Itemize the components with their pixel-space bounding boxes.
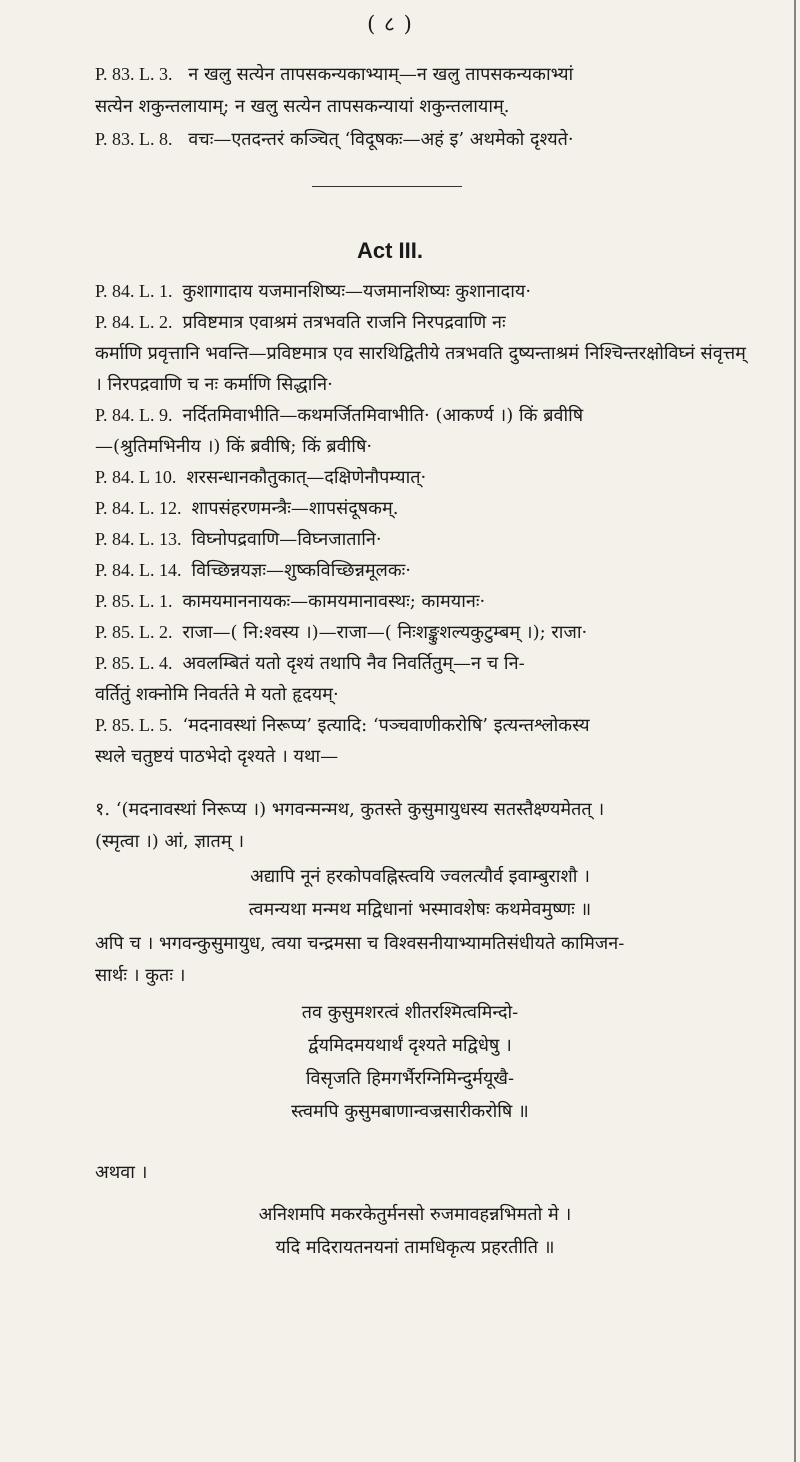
notes-act (95, 276, 755, 772)
verse-line: यदि मदिरायतनयनां तामधिकृत्य प्रहरतीति ॥ (275, 1237, 555, 1258)
athava-label: अथवा । (95, 1162, 148, 1183)
note-ref: P. 84. L 10. (95, 467, 177, 487)
note-entry (95, 58, 755, 123)
verse-line: तव कुसुमशरत्वं शीतरश्मित्वमिन्दो- (301, 1002, 519, 1023)
note-ref: P. 85. L. 1. (95, 591, 173, 611)
note-entry (95, 462, 755, 493)
note-ref: P. 84. L. 2. (95, 312, 173, 332)
note-continuation: वर्तितुं शक्नोमि निवर्तते मे यतो हृदयम्· (95, 684, 339, 705)
note-entry (95, 555, 755, 586)
note-continuation: स्थले चतुष्टयं पाठभेदो दृश्यते । यथा— (95, 746, 339, 767)
note-ref: P. 85. L. 4. (95, 653, 173, 673)
verse-line: स्त्वमपि कुसुमबाणान्वज्रसारीकरोषि ॥ (291, 1101, 529, 1122)
note-ref: P. 83. L. 3. (95, 64, 173, 84)
note-text: अवलम्बितं यतो दृश्यं तथापि नैव निवर्तितुम्—न च नि- (182, 653, 525, 674)
act-heading: Act III. (356, 238, 423, 263)
note-entry (95, 617, 755, 648)
note-text: राजा—( नि:श्वस्य ।)—राजा—( निःशङ्कुशल्यकुटुम्बम् ।); राजा· (182, 622, 588, 643)
notes-top (95, 58, 755, 156)
note-ref: P. 85. L. 2. (95, 622, 173, 642)
note-ref: P. 84. L. 1. (95, 281, 173, 301)
note-ref: P. 84. L. 13. (95, 529, 182, 549)
note-text: कामयमाननायकः—कामयमानावस्थः; कामयानः· (182, 591, 486, 612)
note-entry (95, 710, 755, 772)
prose-paragraph (95, 928, 755, 992)
verse-line: र्द्वयमिदमयथार्थं दृश्यते मद्विधेषु । (308, 1035, 512, 1056)
prose-line: सार्थः । कुतः । (95, 965, 186, 986)
note-text: शरसन्धानकौतुकात्—दक्षिणेनौपम्यात्· (186, 467, 427, 488)
note-entry (95, 276, 755, 307)
page-edge-line (794, 0, 796, 1462)
note-ref: P. 84. L. 12. (95, 498, 182, 518)
note-entry (95, 524, 755, 555)
prose-line: १. ‘(मदनावस्थां निरूप्य ।) भगवन्मन्मथ, कुतस्ते कुसुमायुधस्य सतस्तैक्ष्ण्यमेतत् । (95, 799, 605, 820)
note-text: शापसंहरणमन्त्रैः—शापसंदूषकम्. (191, 498, 399, 519)
note-continuation: कर्माणि प्रवृत्तानि भवन्ति—प्रविष्टमात्र एव सारथिद्वितीये तत्रभवति दुष्यन्ताश्रमं निश्चिन्तरक्षोविघ्नं संवृत्तम् । निरपद्रवाणि च नः कर्माणि सिद्धानि· (95, 343, 746, 395)
note-text: विघ्नोपद्रवाणि—विघ्नजातानि· (191, 529, 382, 550)
prose-line: अपि च । भगवन्कुसुमायुध, त्वया चन्द्रमसा च विश्वसनीयाभ्यामतिसंधीयते कामिजन- (95, 933, 625, 954)
note-continuation: सत्येन शकुन्तलायाम्; न खलु सत्येन तापसकन्यायां शकुन्तलायाम्. (95, 96, 510, 117)
note-text: न खलु सत्येन तापसकन्यकाभ्याम्—न खलु तापसकन्यकाभ्यां (188, 64, 574, 85)
verse-three (0, 1198, 780, 1264)
verse-line: अनिशमपि मकरकेतुर्मनसो रुजमावहन्नभिमतो मे । (258, 1204, 572, 1225)
note-continuation: —(श्रुतिमभिनीय ।) किं ब्रवीषि; किं ब्रवीषि· (95, 436, 373, 457)
verse-line: त्वमन्यथा मन्मथ मद्विधानां भस्मावशेषः कथमेवमुष्णः ॥ (248, 899, 592, 920)
section-divider (312, 186, 462, 187)
note-text: ‘मदनावस्थां निरूप्य’ इत्यादि: ‘पञ्चवाणीकरोषि’ इत्यन्तश्लोकस्य (182, 715, 590, 736)
verse-two (0, 996, 780, 1128)
note-ref: P. 83. L. 8. (95, 129, 173, 149)
note-entry (95, 648, 755, 710)
note-text: विच्छिन्नयज्ञः—शुष्कविच्छिन्नमूलकः· (191, 560, 412, 581)
note-entry (95, 307, 755, 400)
verse-one (0, 860, 780, 926)
note-entry (95, 493, 755, 524)
note-text: नर्दितमिवाभीति—कथमर्जितमिवाभीति· (आकर्ण्य ।) किं ब्रवीषि (182, 405, 584, 426)
note-ref: P. 85. L. 5. (95, 715, 173, 735)
note-ref: P. 84. L. 9. (95, 405, 173, 425)
note-text: प्रविष्टमात्र एवाश्रमं तत्रभवति राजनि निरपद्रवाणि नः (182, 312, 506, 333)
note-text: वचः—एतदन्तरं कञ्चित् ‘विदूषकः—अहं इ’ अथमेको दृश्यते· (188, 129, 574, 150)
note-entry (95, 400, 755, 462)
prose-line: (स्मृत्वा ।) आं, ज्ञातम् । (95, 831, 245, 852)
note-entry (95, 586, 755, 617)
variant-one-prose (95, 794, 755, 858)
page-number: ( ८ ) (367, 12, 413, 36)
verse-line: अद्यापि नूनं हरकोपवह्निस्त्वयि ज्वलत्यौर्व इवाम्बुराशौ । (250, 866, 590, 887)
verse-line: विसृजति हिमगर्भैरग्निमिन्दुर्मयूखै- (305, 1068, 515, 1089)
note-ref: P. 84. L. 14. (95, 560, 182, 580)
note-entry (95, 123, 755, 156)
note-text: कुशागादाय यजमानशिष्यः—यजमानशिष्यः कुशानादाय· (182, 281, 532, 302)
